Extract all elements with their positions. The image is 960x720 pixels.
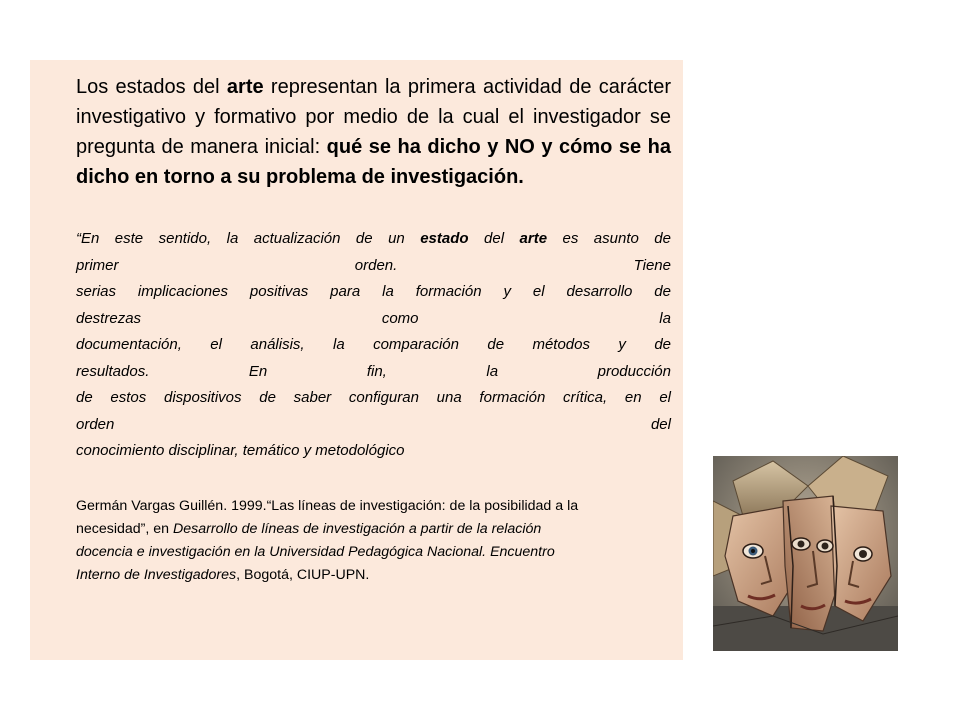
quote-line: orden del: [76, 415, 671, 433]
citation-line: Germán Vargas Guillén. 1999.“Las líneas de investigación: de la posibilidad a la: [76, 497, 579, 514]
quote-line: conocimiento disciplinar, temático y metodológico: [76, 442, 405, 459]
fragmented-faces-artwork: [713, 456, 898, 651]
main-paragraph: Los estados del arte representan la primera actividad de carácter investigativo y formativo por medio de la cual el investigador se pregunta de manera inicial: qué se ha dicho y NO y cómo se ha dicho en torno a su problema de investigación.: [76, 76, 672, 188]
quote-line: resultados. En fin, la producción: [76, 362, 671, 380]
citation-line: Interno de Investigadores, Bogotá, CIUP-UPN.: [76, 566, 370, 583]
main-question: qué se ha dicho y NO y cómo se ha dicho en torno a su problema de investigación.: [76, 136, 671, 188]
quote-line: documentación, el análisis, la comparación de métodos y de: [76, 336, 671, 353]
quote-line: primer orden. Tiene: [76, 256, 671, 274]
keyword-arte: arte: [226, 76, 264, 98]
quote-line: serias implicaciones positivas para la formación y el desarrollo de: [76, 283, 671, 300]
quote-paragraph: [76, 226, 671, 465]
text-box: [30, 60, 683, 660]
citation-line: docencia e investigación en la Universidad Pedagógica Nacional. Encuentro: [76, 543, 555, 560]
quote-line: de estos dispositivos de saber configuran una formación crítica, en el: [76, 389, 671, 406]
quote-line: “En este sentido, la actualización de un estado del arte es asunto de: [76, 230, 671, 247]
citation-line: necesidad”, en Desarrollo de líneas de investigación a partir de la relación: [76, 520, 542, 537]
quote-line: destrezas como la: [76, 309, 671, 327]
citation-paragraph: [76, 495, 671, 587]
